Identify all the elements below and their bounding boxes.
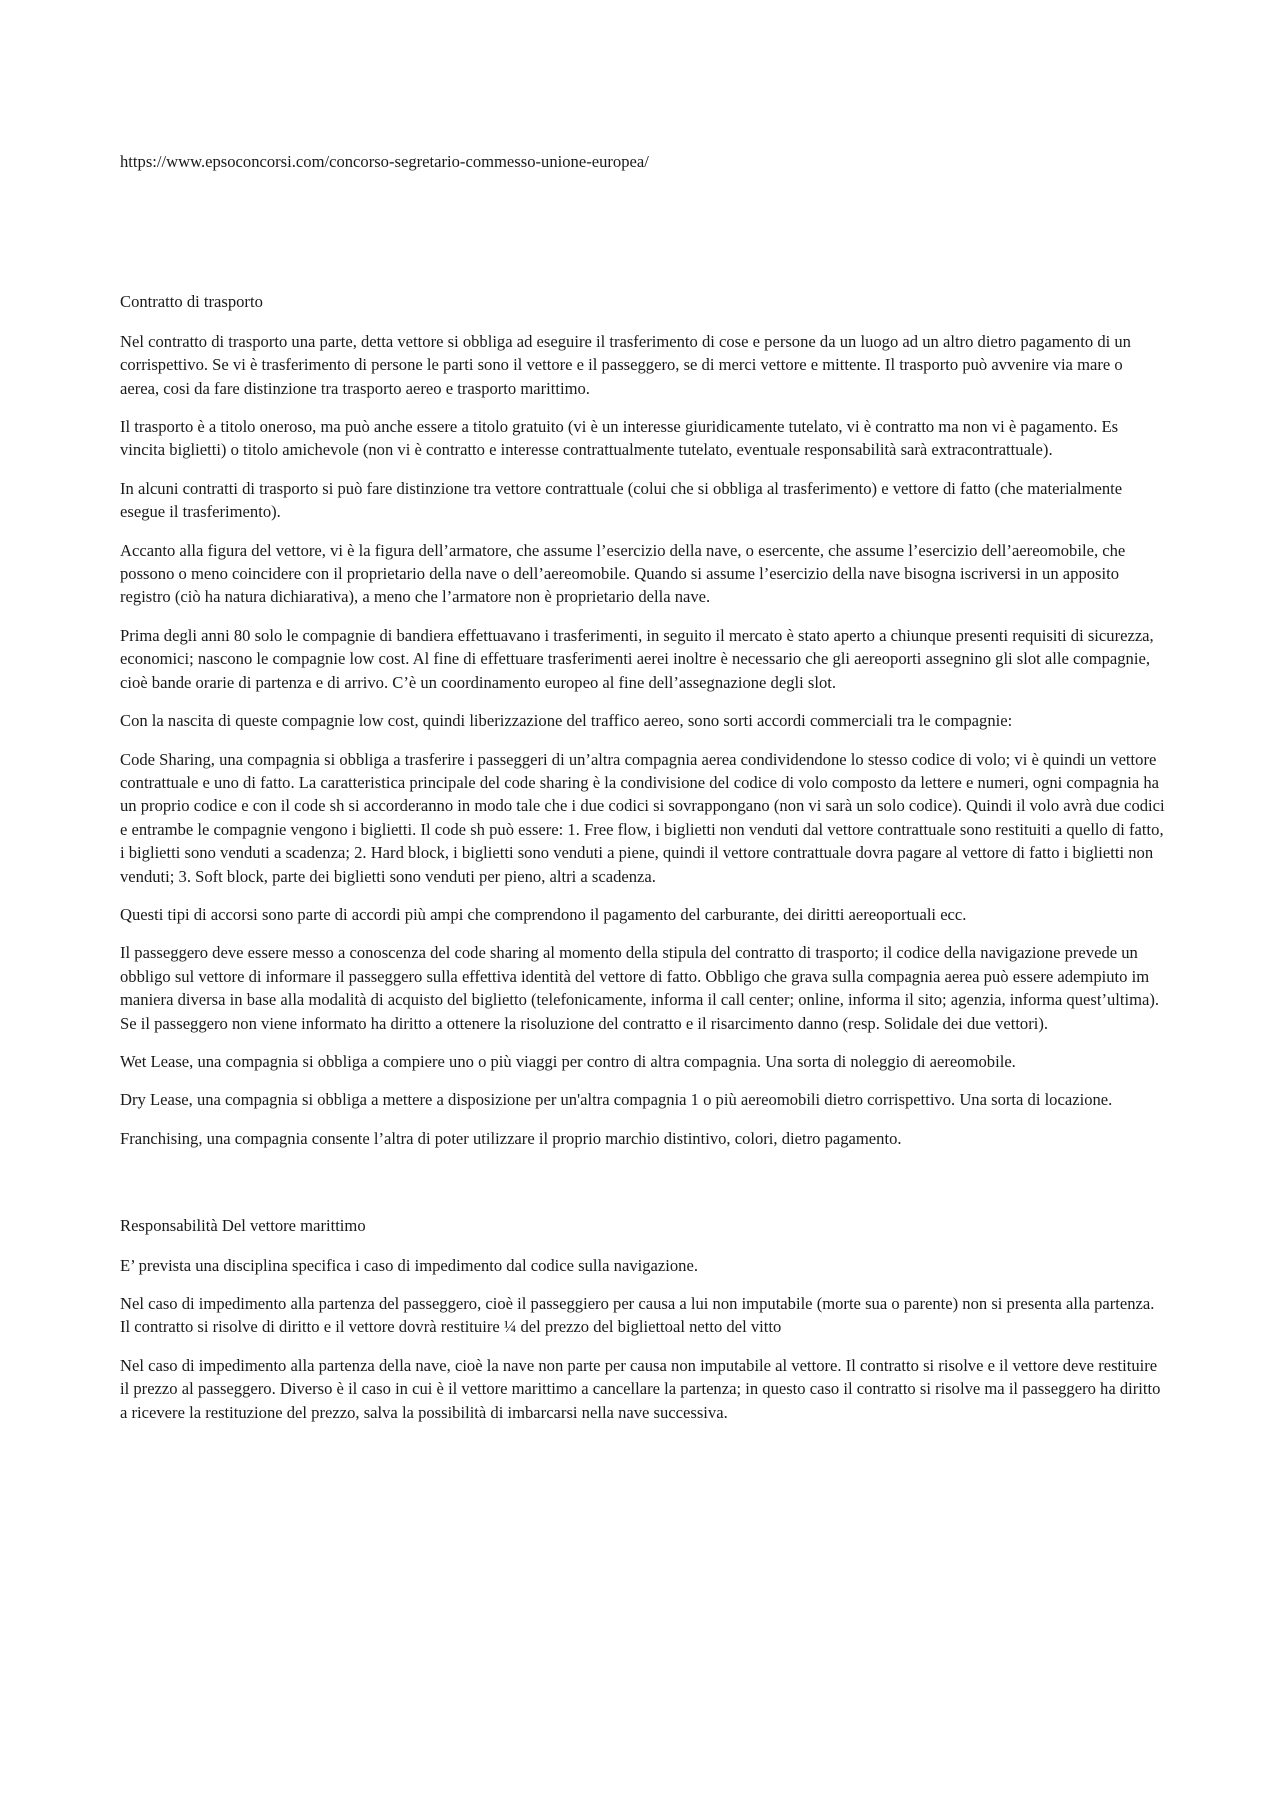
paragraph: Il passeggero deve essere messo a conoscenza del code sharing al momento della stipula del contratto di trasporto; il codice della navigazione prevede un obbligo sul vettore di informare il passeggero sulla effettiva identità del vettore di fatto. Obbligo che grava sulla compagnia aerea può essere adempiuto im maniera diversa in base alla modalità di acquisto del biglietto (telefonicamente, informa il call center; online, informa il sito; agenzia, informa quest’ultima). Se il passeggero non viene informato ha diritto a ottenere la risoluzione del contratto e il risarcimento danno (resp. Solidale dei due vettori). bbox=[120, 943, 1160, 1033]
paragraph: In alcuni contratti di trasporto si può fare distinzione tra vettore contrattuale (colui che si obbliga al trasferimento) e vettore di fatto (che materialmente esegue il trasferimento). bbox=[120, 478, 1123, 522]
paragraph: Il trasporto è a titolo oneroso, ma può anche essere a titolo gratuito (vi è un interesse giuridicamente tutelato, vi è contratto ma non vi è pagamento. Es vincita biglietti) o titolo amichevole (non vi è contratto e interesse contrattualmente tutelato, eventuale responsabilità sarà extracontrattuale). bbox=[120, 417, 1119, 460]
paragraph: Accanto alla figura del vettore, vi è la figura dell’armatore, che assume l’esercizio della nave, o esercente, che assume l’esercizio dell’aereomobile, che possono o meno coincidere con il proprietario della nave o dell’aereomobile. Quando si assume l’esercizio della nave bisogna iscriversi in un apposito registro (ciò ha natura dichiarativa), a meno che l’armatore non è proprietario della nave. bbox=[120, 540, 1126, 607]
section-title-contratto: Contratto di trasporto bbox=[120, 292, 263, 312]
paragraph: Code Sharing, una compagnia si obbliga a trasferire i passeggeri di un’altra compagnia aerea condividendone lo stesso codice di volo; vi è quindi un vettore contrattuale e uno di fatto. La caratteristica principale del code sharing è la condivisione del codice di volo composto da lettere e numeri, ogni compagnia ha un proprio codice e con il code sh si accorderanno in modo tale che i due codici si sovrappongano (non vi sarà un solo codice). Quindi il volo avrà due codici e entrambe le compagnie vengono i biglietti. Il code sh può essere: 1. Free flow, i biglietti non venduti dal vettore contrattuale sono restituiti a quello di fatto, i biglietti sono venduti a scadenza; 2. Hard block, i biglietti sono venduti a piene, quindi il vettore contrattuale dovra pagare al vettore di fatto i biglietti non venduti; 3. Soft block, parte dei biglietti sono venduti per pieno, altri a scadenza. bbox=[120, 749, 1165, 886]
paragraph: Dry Lease, una compagnia si obbliga a mettere a disposizione per un'altra compagnia 1 o più aereomobili dietro corrispettivo. Una sorta di locazione. bbox=[120, 1090, 1113, 1110]
paragraph: E’ prevista una disciplina specifica i caso di impedimento dal codice sulla navigazione. bbox=[120, 1255, 698, 1275]
paragraph: Wet Lease, una compagnia si obbliga a compiere uno o più viaggi per contro di altra compagnia. Una sorta di noleggio di aereomobile. bbox=[120, 1051, 1016, 1071]
paragraph: Franchising, una compagnia consente l’altra di poter utilizzare il proprio marchio distintivo, colori, dietro pagamento. bbox=[120, 1128, 902, 1148]
paragraph: Nel caso di impedimento alla partenza del passeggero, cioè il passeggiero per causa a lui non imputabile (morte sua o parente) non si presenta alla partenza. Il contratto si risolve di diritto e il vettore dovrà restituire ¼ del prezzo del bigliettoal netto del vitto bbox=[120, 1294, 1155, 1337]
source-url: https://www.epsoconcorsi.com/concorso-segretario-commesso-unione-europea/ bbox=[120, 152, 649, 171]
paragraph: Con la nascita di queste compagnie low cost, quindi liberizzazione del traffico aereo, sono sorti accordi commerciali tra le compagnie: bbox=[120, 711, 1013, 731]
paragraph: Questi tipi di accorsi sono parte di accordi più ampi che comprendono il pagamento del carburante, dei diritti aereoportuali ecc. bbox=[120, 904, 967, 924]
paragraph: Nel contratto di trasporto una parte, detta vettore si obbliga ad eseguire il trasferimento di cose e persone da un luogo ad un altro dietro pagamento di un corrispettivo. Se vi è trasferimento di persone le parti sono il vettore e il passeggero, se di merci vettore e mittente. Il trasporto può avvenire via mare o aerea, cosi da fare distinzione tra trasporto aereo e trasporto marittimo. bbox=[120, 331, 1131, 398]
paragraph: Prima degli anni 80 solo le compagnie di bandiera effettuavano i trasferimenti, in seguito il mercato è stato aperto a chiunque presenti requisiti di sicurezza, economici; nascono le compagnie low cost. Al fine di effettuare trasferimenti aerei inoltre è necessario che gli aereoporti assegnino gli slot alle compagnie, cioè bande orarie di partenza e di arrivo. C’è un coordinamento europeo al fine dell’assegnazione degli slot. bbox=[120, 625, 1154, 692]
paragraph: Nel caso di impedimento alla partenza della nave, cioè la nave non parte per causa non imputabile al vettore. Il contratto si risolve e il vettore deve restituire il prezzo al passeggero. Diverso è il caso in cui è il vettore marittimo a cancellare la partenza; in questo caso il contratto si risolve ma il passeggero ha diritto a ricevere la restituzione del prezzo, salva la possibilità di imbarcarsi nella nave successiva. bbox=[120, 1355, 1161, 1422]
section-title-responsabilita: Responsabilità Del vettore marittimo bbox=[120, 1216, 366, 1236]
document-body bbox=[120, 150, 1165, 1439]
